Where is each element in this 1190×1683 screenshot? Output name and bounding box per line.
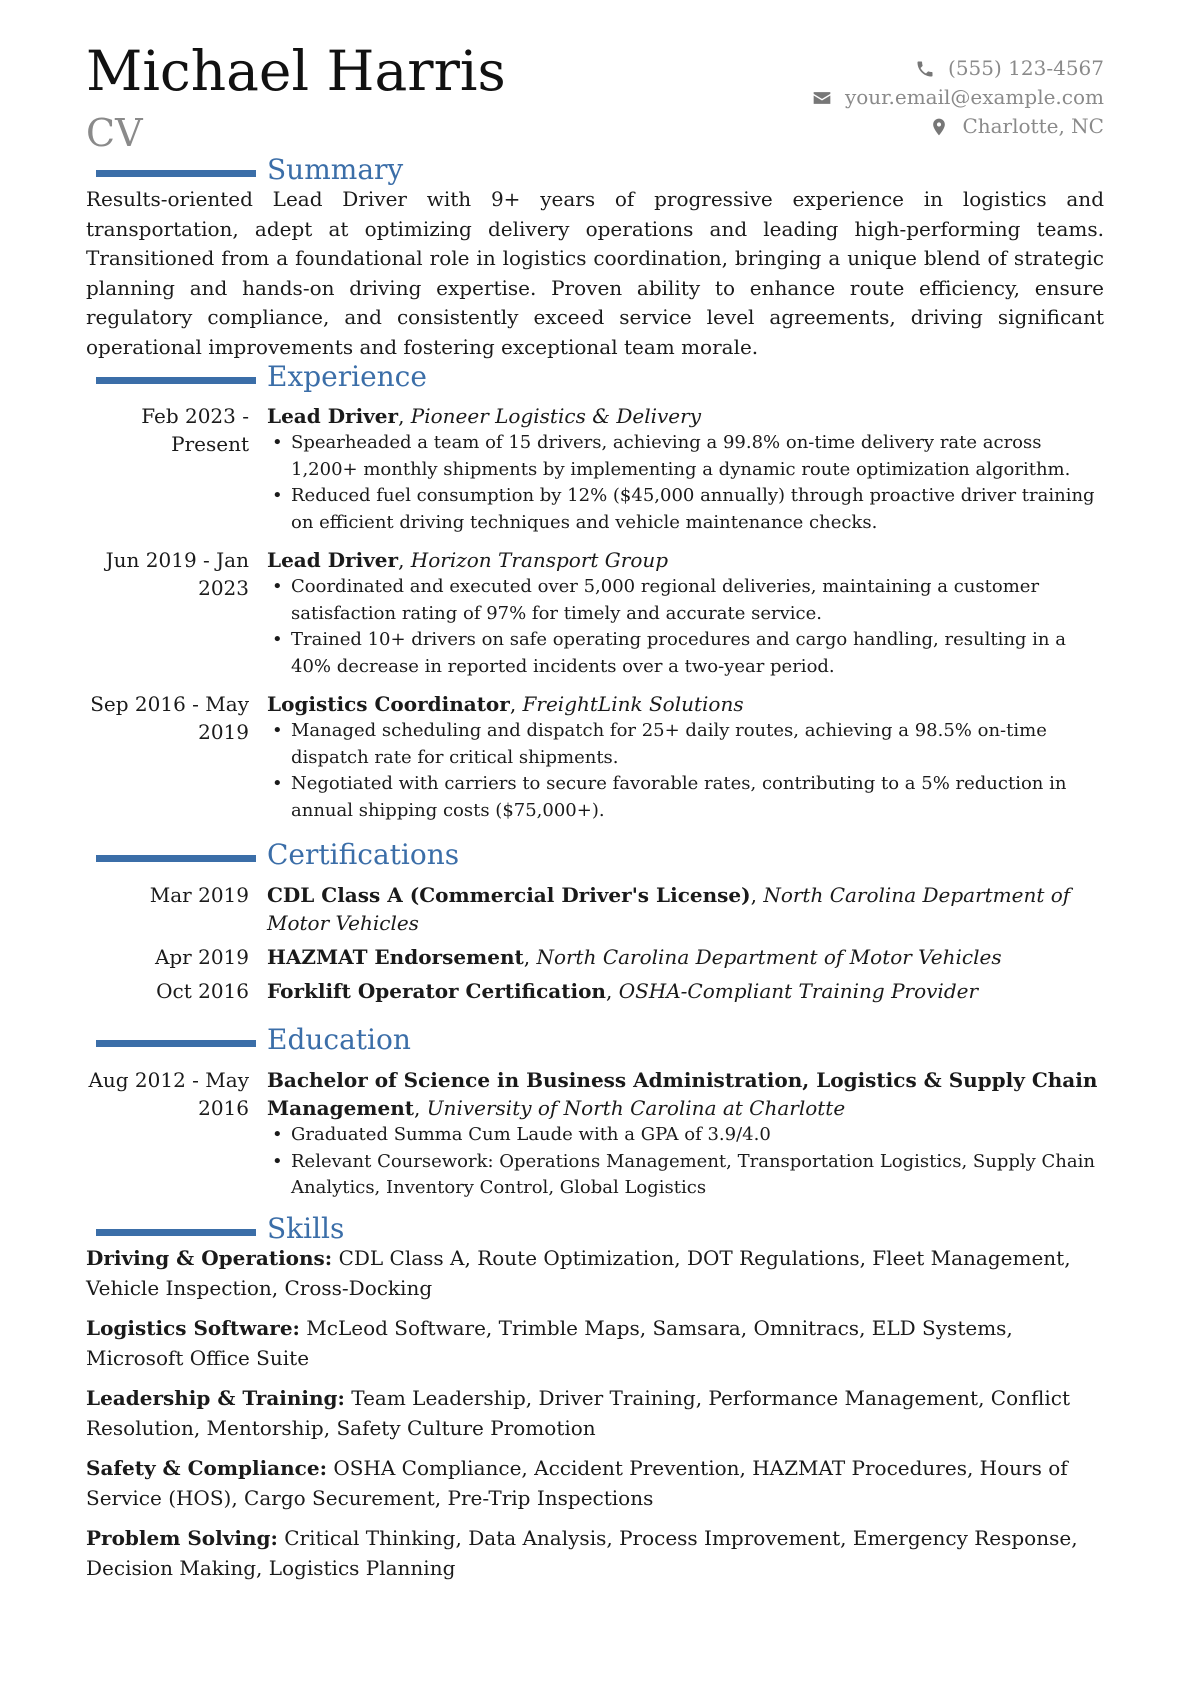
job-title: Logistics Coordinator xyxy=(267,692,510,716)
entry-date: Aug 2012 - May 2016 xyxy=(88,1068,249,1120)
issuer: OSHA-Compliant Training Provider xyxy=(618,979,979,1003)
experience-header xyxy=(86,362,1104,396)
bullet-item: • Trained 10+ drivers on safe operating procedures and cargo handling, resulting in a 40% decrease in reported incidents over a two-year period. xyxy=(291,627,1104,680)
education-entry: Aug 2012 - May 2016 Bachelor of Science in Business Administration, Logistics & Supply Chain Management, University of North Carolina at Charlotte • Graduated Summa Cum Laude with a GPA of 3.9/4.0 • Relevant Coursework: Operations Management, Transportation Logistics, Supply Chain Analytics, Inventory Control, Global Logistics xyxy=(86,1066,1104,1202)
education-header xyxy=(86,1025,1104,1059)
experience-entry: Feb 2023 - Present Lead Driver, Pioneer Logistics & Delivery • Spearheaded a team of 15 drivers, achieving a 99.8% on-time delivery rate across 1,200+ monthly shipments by implementing a dynamic route optimization algorithm. • Reduced fuel consumption by 12% ($45,000 annually) through proactive driver training on efficient driving techniques and vehicle maintenance checks. xyxy=(86,402,1104,536)
phone-icon xyxy=(914,58,936,80)
skill-label: Safety & Compliance: xyxy=(86,1456,327,1480)
section-title: Skills xyxy=(267,1212,345,1245)
job-title: Lead Driver xyxy=(267,548,399,572)
email-address[interactable]: your.email@example.com xyxy=(844,85,1104,109)
issuer: North Carolina Department of Motor Vehicles xyxy=(536,945,1002,969)
certification-name: CDL Class A (Commercial Driver's License) xyxy=(267,883,751,907)
section-accent-bar xyxy=(96,377,256,384)
employer: Pioneer Logistics & Delivery xyxy=(410,404,702,428)
bullet-item: • Coordinated and executed over 5,000 regional deliveries, maintaining a customer satisfaction rating of 97% for timely and accurate service. xyxy=(291,574,1104,627)
education-section xyxy=(86,1025,1104,1208)
document-subtitle: CV xyxy=(86,111,143,155)
map-marker-icon xyxy=(928,116,950,138)
skill-label: Logistics Software: xyxy=(86,1316,300,1340)
certification-entry: Oct 2016 Forklift Operator Certification, OSHA-Compliant Training Provider xyxy=(86,977,1104,1005)
bullet-item: • Spearheaded a team of 15 drivers, achieving a 99.8% on-time delivery rate across 1,200+ monthly shipments by implementing a dynamic route optimization algorithm. xyxy=(291,430,1104,483)
skill-group xyxy=(86,1524,1104,1583)
section-accent-bar xyxy=(96,1229,256,1236)
skill-group xyxy=(86,1244,1104,1303)
bullet-item: • Negotiated with carriers to secure favorable rates, contributing to a 5% reduction in annual shipping costs ($75,000+). xyxy=(291,771,1104,824)
skill-label: Leadership & Training: xyxy=(86,1386,345,1410)
entry-date: Jun 2019 - Jan 2023 xyxy=(105,548,249,600)
section-accent-bar xyxy=(96,855,256,862)
certification-name: Forklift Operator Certification xyxy=(267,979,606,1003)
skill-group xyxy=(86,1454,1104,1513)
phone-number[interactable]: (555) 123-4567 xyxy=(948,56,1104,80)
location-text: Charlotte, NC xyxy=(962,114,1104,138)
skill-label: Problem Solving: xyxy=(86,1526,278,1550)
skill-list: Critical Thinking, Data Analysis, Process Improvement, Emergency Response, Decision Making, Logistics Planning xyxy=(86,1526,1078,1580)
job-title: Lead Driver xyxy=(267,404,399,428)
experience-section xyxy=(86,362,1104,830)
section-accent-bar xyxy=(96,170,256,177)
contact-phone xyxy=(811,54,1104,83)
employer: FreightLink Solutions xyxy=(522,692,744,716)
certification-entry: Mar 2019 CDL Class A (Commercial Driver's License), North Carolina Department of Motor Vehicles xyxy=(86,881,1104,937)
bullet-item: • Reduced fuel consumption by 12% ($45,000 annually) through proactive driver training on efficient driving techniques and vehicle maintenance checks. xyxy=(291,483,1104,536)
experience-entry: Sep 2016 - May 2019 Logistics Coordinator, FreightLink Solutions • Managed scheduling and dispatch for 25+ daily routes, achieving a 98.5% on-time dispatch rate for critical shipments. • Negotiated with carriers to secure favorable rates, contributing to a 5% reduction in annual shipping costs ($75,000+). xyxy=(86,690,1104,824)
section-title: Education xyxy=(267,1023,411,1056)
certifications-header xyxy=(86,840,1104,874)
bullet-item: • Graduated Summa Cum Laude with a GPA of 3.9/4.0 xyxy=(291,1122,1104,1149)
skill-group xyxy=(86,1314,1104,1373)
certification-name: HAZMAT Endorsement xyxy=(267,945,524,969)
section-title: Certifications xyxy=(267,838,460,871)
summary-header xyxy=(86,155,1104,189)
institution: University of North Carolina at Charlotte xyxy=(426,1096,846,1120)
entry-date: Sep 2016 - May 2019 xyxy=(90,692,249,744)
skill-list: Team Leadership, Driver Training, Performance Management, Conflict Resolution, Mentorship, Safety Culture Promotion xyxy=(86,1386,1071,1440)
envelope-icon xyxy=(811,87,833,109)
skill-label: Driving & Operations: xyxy=(86,1246,333,1270)
contact-location xyxy=(811,112,1104,141)
section-title: Experience xyxy=(267,360,427,393)
candidate-name: Michael Harris xyxy=(86,39,506,103)
entry-date: Mar 2019 xyxy=(149,883,249,907)
entry-date: Feb 2023 - Present xyxy=(141,404,249,456)
skill-list: OSHA Compliance, Accident Prevention, HAZMAT Procedures, Hours of Service (HOS), Cargo Securement, Pre-Trip Inspections xyxy=(86,1456,1068,1510)
skills-header xyxy=(86,1214,1104,1248)
certifications-section xyxy=(86,840,1104,1011)
entry-date: Apr 2019 xyxy=(154,945,249,969)
issuer: North Carolina Department of Motor Vehicles xyxy=(267,883,1071,935)
bullet-item: • Managed scheduling and dispatch for 25+ daily routes, achieving a 98.5% on-time dispatch rate for critical shipments. xyxy=(291,718,1104,771)
degree-title: Bachelor of Science in Business Administration, Logistics & Supply Chain Management xyxy=(267,1068,1098,1120)
experience-entry: Jun 2019 - Jan 2023 Lead Driver, Horizon Transport Group • Coordinated and executed over 5,000 regional deliveries, maintaining a customer satisfaction rating of 97% for timely and accurate service. • Trained 10+ drivers on safe operating procedures and cargo handling, resulting in a 40% decrease in reported incidents over a two-year period. xyxy=(86,546,1104,680)
section-accent-bar xyxy=(96,1040,256,1047)
certification-entry: Apr 2019 HAZMAT Endorsement, North Carolina Department of Motor Vehicles xyxy=(86,943,1104,971)
skill-list: CDL Class A, Route Optimization, DOT Regulations, Fleet Management, Vehicle Inspection, Cross-Docking xyxy=(86,1246,1071,1300)
skills-section xyxy=(86,1214,1104,1594)
summary-section xyxy=(86,155,1104,362)
skill-group xyxy=(86,1384,1104,1443)
contact-email xyxy=(811,83,1104,112)
employer: Horizon Transport Group xyxy=(410,548,669,572)
skill-list: McLeod Software, Trimble Maps, Samsara, Omnitracs, ELD Systems, Microsoft Office Suite xyxy=(86,1316,1013,1370)
entry-date: Oct 2016 xyxy=(156,979,249,1003)
contact-info xyxy=(811,54,1104,141)
section-title: Summary xyxy=(267,153,404,186)
bullet-item: • Relevant Coursework: Operations Management, Transportation Logistics, Supply Chain Analytics, Inventory Control, Global Logistics xyxy=(291,1149,1104,1202)
summary-text: Results-oriented Lead Driver with 9+ years of progressive experience in logistics and transportation, adept at optimizing delivery operations and leading high-performing teams. Transitioned from a foundational role in logistics coordination, bringing a unique blend of strategic planning and hands-on driving expertise. Proven ability to enhance route efficiency, ensure regulatory compliance, and consistently exceed service level agreements, driving significant operational improvements and fostering exceptional team morale. xyxy=(86,187,1104,359)
